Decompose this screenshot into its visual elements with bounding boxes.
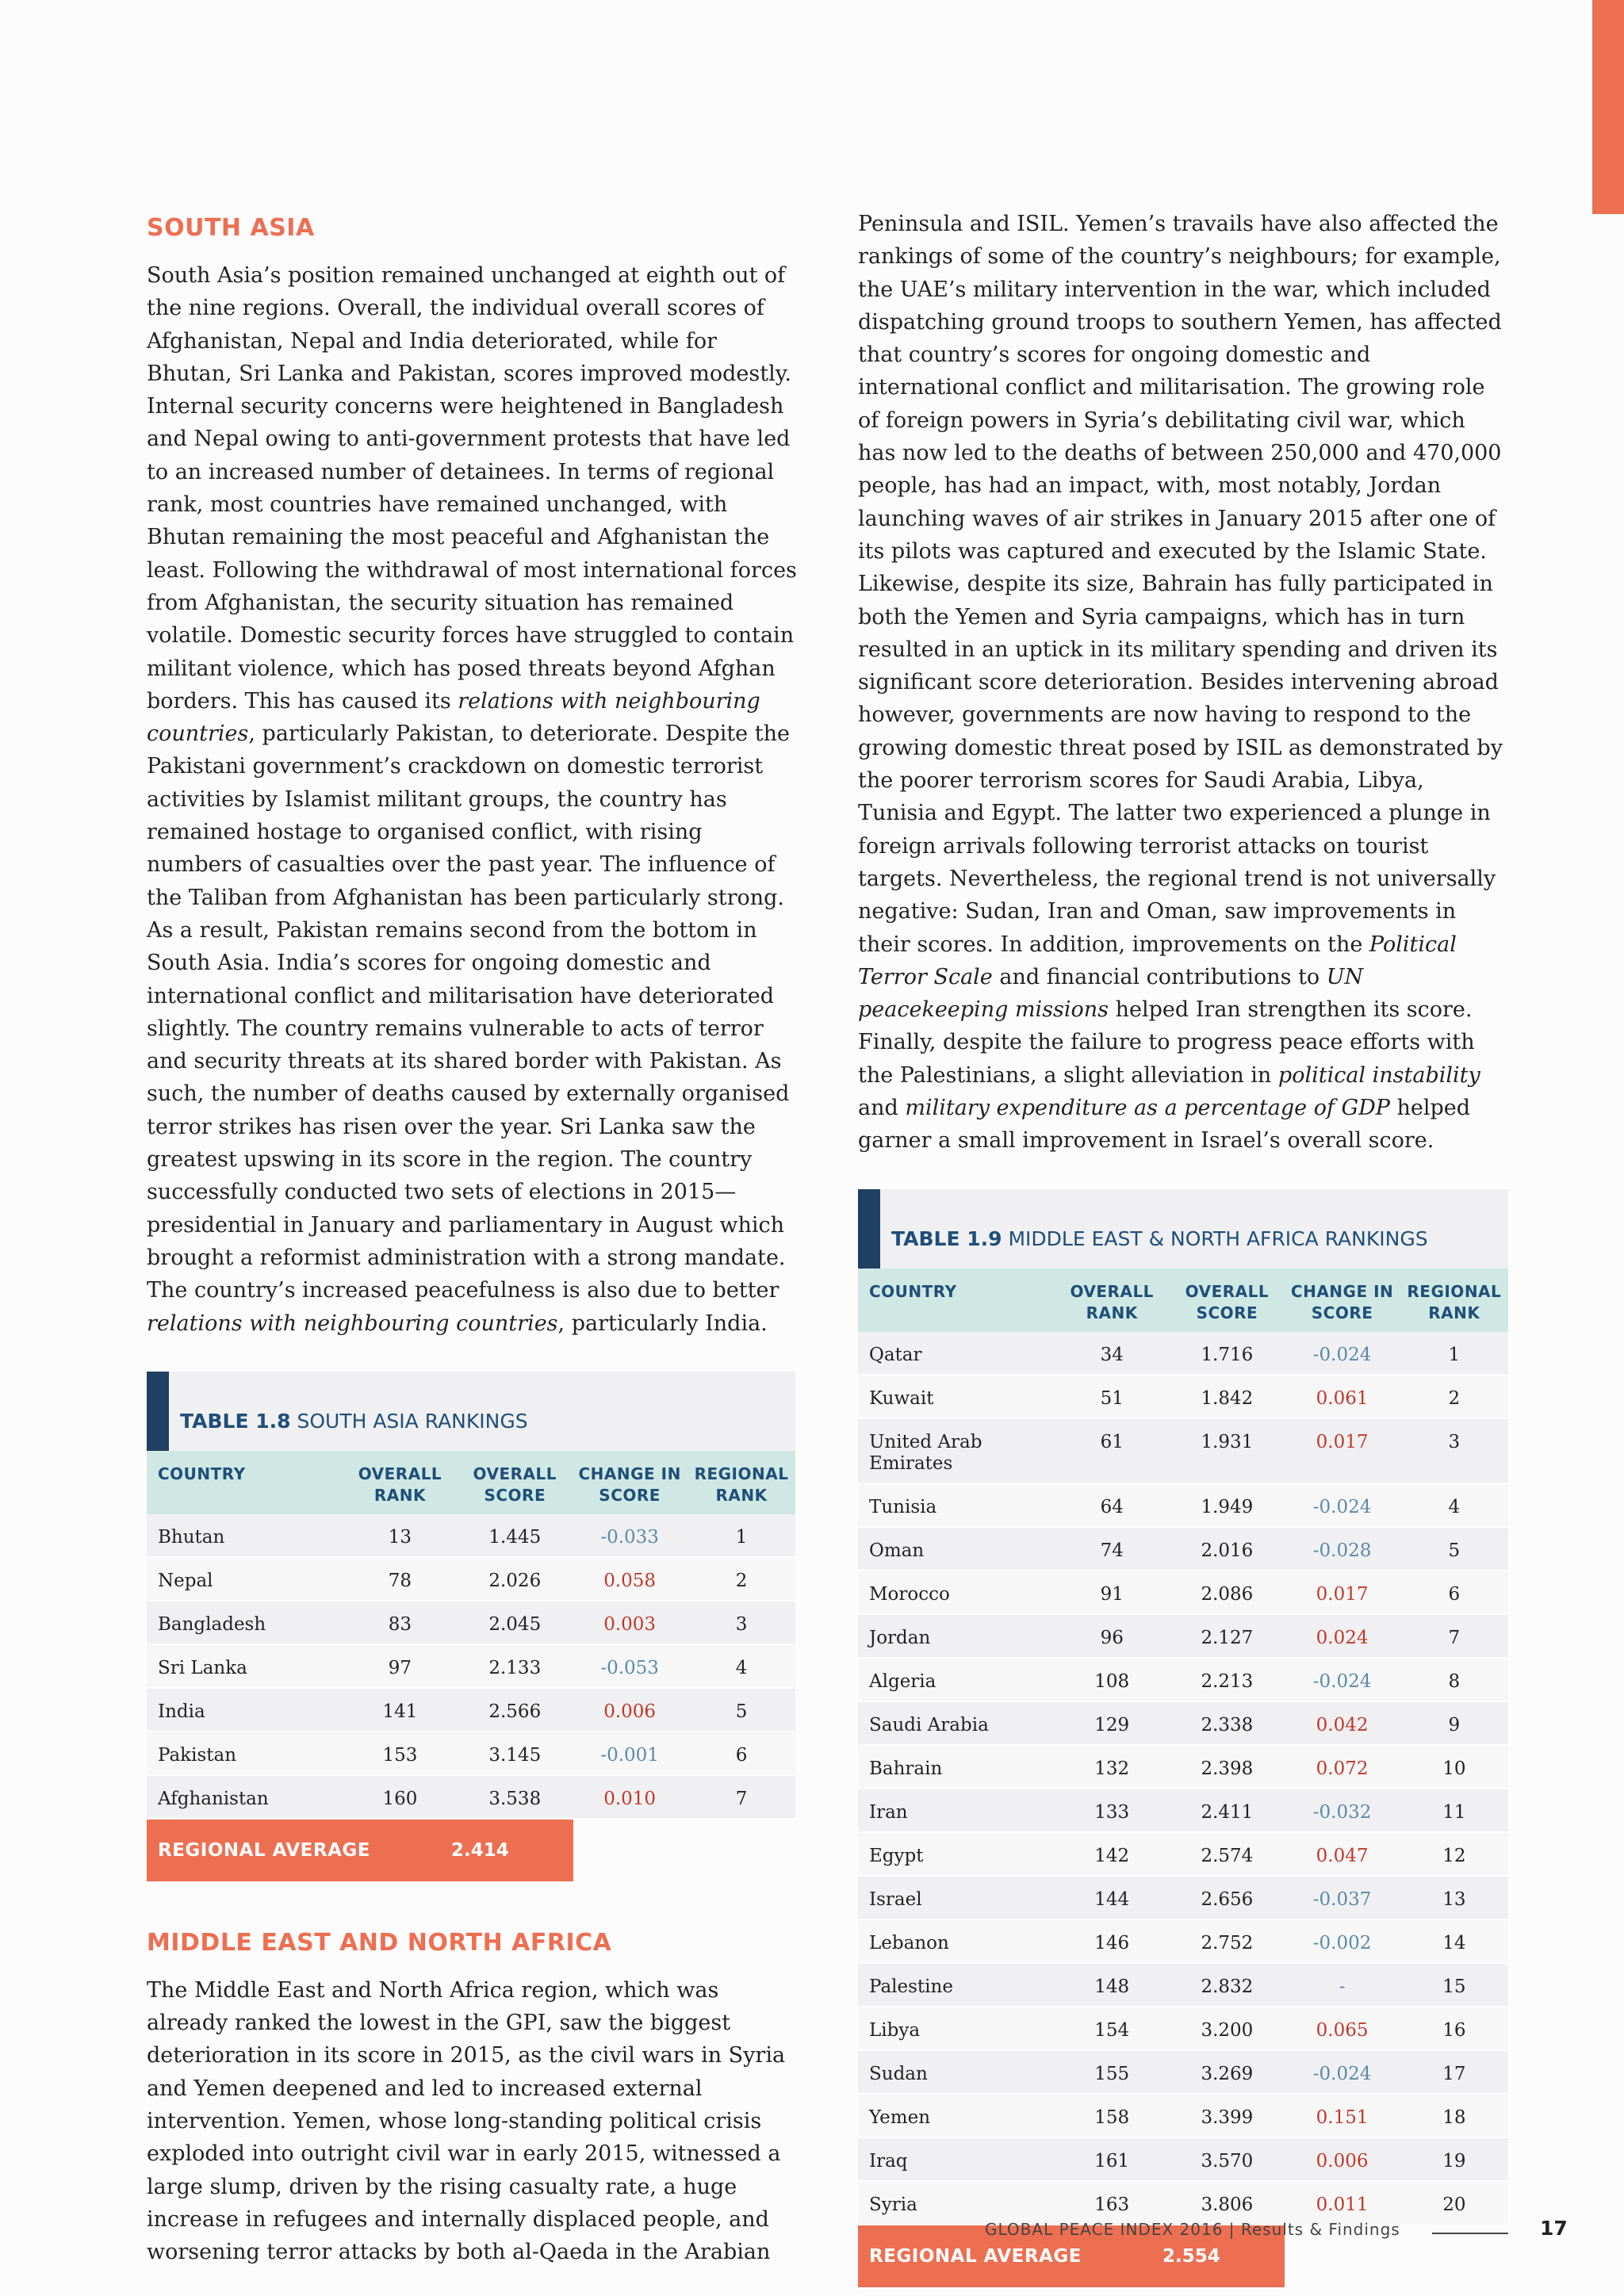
table-body [858, 1332, 1508, 2225]
cell-overall-score: 1.842 [1201, 1387, 1254, 1409]
cell-overall-score: 2.045 [488, 1613, 542, 1635]
cell-overall-score: 2.026 [488, 1570, 542, 1591]
cell-overall-score: 3.538 [488, 1788, 542, 1809]
cell-overall-rank: 13 [388, 1526, 412, 1548]
cell-overall-score: 2.832 [1201, 1976, 1254, 1997]
cell-country: Tunisia [869, 1496, 937, 1517]
cell-change: 0.017 [1316, 1431, 1369, 1452]
cell-country: Morocco [869, 1583, 950, 1605]
cell-overall-rank: 129 [1094, 1714, 1130, 1735]
cell-country: Pakistan [158, 1744, 237, 1766]
cell-change: -0.053 [600, 1657, 659, 1678]
header-country: COUNTRY [869, 1281, 957, 1301]
cell-overall-score: 3.145 [488, 1744, 542, 1766]
header-overall-rank: OVERALL RANK [358, 1464, 442, 1505]
cell-overall-score: 1.931 [1201, 1431, 1254, 1452]
table-row [858, 1484, 1508, 1528]
table-row [147, 1601, 795, 1645]
cell-change: 0.006 [1316, 2150, 1369, 2172]
cell-overall-score: 3.269 [1201, 2063, 1254, 2084]
mena-paragraph: The Middle East and North Africa region, which was already ranked the lowest in the GPI, saw the biggest deterioration in its score in 2015, as the civil wars in Syria and Yemen deepened and led to increased external intervention. Yemen, whose long-standing political crisis exploded into outright civil war in early 2015, witnessed a large slump, driven by the rising casualty rate, a huge increase in refugees and internally displaced people, and worsening terror attacks by both al-Qaeda in the Arabian [147, 1977, 786, 2265]
table-1-9 [858, 1189, 1508, 2225]
header-regional-rank: REGIONAL RANK [694, 1464, 789, 1505]
table-caption: SOUTH ASIA RANKINGS [297, 1409, 528, 1433]
text-span: and [858, 1096, 906, 1121]
cell-change: -0.024 [1312, 1496, 1372, 1517]
cell-regional-rank: 20 [1442, 2194, 1466, 2215]
cell-regional-rank: 7 [735, 1788, 748, 1809]
cell-change: 0.042 [1316, 1714, 1369, 1735]
cell-change: 0.003 [603, 1613, 657, 1635]
table-row [858, 1877, 1508, 1920]
table-header [858, 1269, 1508, 1332]
cell-regional-rank: 9 [1448, 1714, 1461, 1735]
text-span: and financial contributions to [992, 964, 1327, 989]
cell-change: 0.072 [1316, 1758, 1369, 1779]
cell-overall-rank: 133 [1094, 1801, 1130, 1823]
table-row [858, 1332, 1508, 1376]
footer-text: GLOBAL PEACE INDEX 2016 | Results & Findings [985, 2220, 1400, 2239]
header-overall-score: OVERALL SCORE [1185, 1281, 1270, 1322]
cell-country: Iran [869, 1801, 908, 1823]
cell-overall-score: 2.574 [1201, 1845, 1254, 1866]
cell-change: - [1339, 1976, 1346, 1997]
table-body [147, 1514, 795, 1820]
table-row [858, 1833, 1508, 1877]
cell-overall-rank: 163 [1094, 2194, 1130, 2215]
cell-overall-rank: 74 [1100, 1540, 1124, 1561]
cell-overall-rank: 132 [1094, 1758, 1130, 1779]
cell-country: Libya [869, 2019, 921, 2041]
cell-change: 0.024 [1316, 1627, 1369, 1648]
italic-span: UN peacekeeping missions [858, 964, 1364, 1023]
cell-country: Syria [869, 2194, 917, 2215]
cell-regional-rank: 2 [735, 1570, 748, 1591]
cell-country: Bangladesh [158, 1613, 266, 1635]
table-row [147, 1689, 795, 1732]
table-row [858, 1746, 1508, 1789]
cell-overall-rank: 96 [1100, 1627, 1124, 1648]
cell-regional-rank: 19 [1442, 2150, 1466, 2172]
header-country: COUNTRY [158, 1464, 246, 1483]
regional-average-bar [147, 1820, 573, 1881]
cell-overall-score: 2.133 [488, 1657, 542, 1678]
cell-overall-rank: 78 [388, 1570, 412, 1591]
cell-overall-rank: 160 [382, 1788, 418, 1809]
cell-overall-score: 1.445 [488, 1526, 542, 1548]
cell-regional-rank: 16 [1442, 2019, 1466, 2041]
cell-regional-rank: 17 [1442, 2063, 1466, 2084]
table-label: TABLE 1.9 [891, 1226, 1002, 1250]
table-row [147, 1732, 795, 1776]
cell-country: Iraq [869, 2150, 908, 2172]
table-row [858, 2138, 1508, 2182]
cell-change: -0.032 [1312, 1801, 1372, 1823]
cell-change: -0.024 [1312, 1344, 1372, 1365]
cell-overall-score: 3.399 [1201, 2107, 1254, 2128]
cell-change: 0.047 [1316, 1845, 1369, 1866]
table-row [858, 1419, 1508, 1484]
cell-country: Yemen [869, 2107, 931, 2128]
page-number: 17 [1540, 2217, 1568, 2240]
header-overall-score: OVERALL SCORE [473, 1464, 557, 1505]
cell-overall-rank: 148 [1094, 1976, 1130, 1997]
cell-change: 0.006 [603, 1701, 657, 1722]
text-span: South Asia’s position remained unchanged at eighth out of the nine regions. Overall, the individual overall scores of Afghanistan, Nepal and India deteriorated, while for Bhutan, Sri Lanka and Pakistan, scores improved modestly. Internal security concerns were heightened in Bangladesh and Nepal owing to anti-government protests that have led to an increased number of detainees. In terms of regional rank, most countries have remained unchanged, with Bhutan remaining the most peaceful and Afghanistan the least. Following the withdrawal of most international forces from Afghanistan, the security situation has remained volatile. Domestic security forces have struggled to contain militant violence, which has posed threats beyond Afghan borders. This has caused its [147, 263, 797, 714]
cell-overall-rank: 161 [1094, 2150, 1130, 2172]
cell-country: Egypt [869, 1845, 924, 1866]
cell-regional-rank: 7 [1448, 1627, 1461, 1648]
cell-change: 0.017 [1316, 1583, 1369, 1605]
cell-overall-rank: 34 [1100, 1344, 1124, 1365]
text-span: Peninsula and ISIL. Yemen’s travails have also affected the rankings of some of the country’s neighbours; for example, the UAE’s military intervention in the war, which included dispatching ground troops to southern Yemen, has affected that country’s scores for ongoing domestic and international conflict and militarisation. The growing role of foreign powers in Syria’s debilitating civil war, which has now led to the deaths of between 250,000 and 470,000 people, has had an impact, with, most notably, Jordan launching waves of air strikes in January 2015 after one of its pilots was captured and executed by the Islamic State. Likewise, despite its size, Bahrain has fully participated in both the Yemen and Syria campaigns, which has in turn resulted in an uptick in its military spending and driven its significant score deterioration. Besides intervening abroad however, governments are now having to respond to the growing domestic threat posed by ISIL as demonstrated by the poorer terrorism scores for Saudi Arabia, Libya, Tunisia and Egypt. The latter two experienced a plunge in foreign arrivals following terrorist attacks on tourist targets. Nevertheless, the regional trend is not universally negative: Sudan, Iran and Oman, saw improvements in their scores. In addition, improvements on the [858, 212, 1503, 957]
cell-country: Nepal [158, 1570, 213, 1591]
table-caption: MIDDLE EAST & NORTH AFRICA RANKINGS [1008, 1226, 1428, 1250]
cell-overall-rank: 64 [1100, 1496, 1124, 1517]
text-span: , particularly India. [557, 1311, 768, 1336]
regional-average-label: REGIONAL AVERAGE [869, 2245, 1082, 2267]
cell-overall-rank: 146 [1094, 1932, 1130, 1954]
table-header [147, 1451, 795, 1514]
cell-country: Sudan [869, 2063, 928, 2084]
cell-country: Sri Lanka [158, 1657, 247, 1678]
cell-overall-rank: 158 [1094, 2107, 1130, 2128]
cell-regional-rank: 5 [735, 1701, 748, 1722]
cell-regional-rank: 18 [1442, 2107, 1466, 2128]
table-row [858, 1964, 1508, 2007]
table-row [858, 2095, 1508, 2138]
cell-overall-rank: 97 [388, 1657, 412, 1678]
cell-overall-rank: 61 [1100, 1431, 1124, 1452]
cell-overall-rank: 154 [1094, 2019, 1130, 2041]
cell-change: -0.033 [600, 1526, 659, 1548]
title-bar [147, 1372, 169, 1451]
cell-change: -0.024 [1312, 1670, 1372, 1692]
regional-average-value: 2.554 [1162, 2245, 1220, 2267]
cell-overall-rank: 153 [382, 1744, 418, 1766]
heading-mena: MIDDLE EAST AND NORTH AFRICA [147, 1928, 612, 1957]
cell-change: 0.065 [1316, 2019, 1369, 2041]
cell-change: 0.058 [603, 1570, 657, 1591]
cell-overall-score: 3.200 [1201, 2019, 1254, 2041]
cell-change: 0.151 [1316, 2107, 1369, 2128]
text-span: helped garner a small improvement in Israel’s overall score. [858, 1096, 1471, 1154]
table-row [858, 2007, 1508, 2051]
right-column [858, 208, 1508, 2287]
table-row [147, 1776, 795, 1820]
cell-country: Oman [869, 1540, 925, 1561]
table-row [858, 1615, 1508, 1659]
cell-regional-rank: 15 [1442, 1976, 1466, 1997]
cell-regional-rank: 11 [1442, 1801, 1466, 1823]
cell-country: Bahrain [869, 1758, 943, 1779]
cell-regional-rank: 4 [735, 1657, 748, 1678]
italic-span: political instability [1277, 1062, 1480, 1088]
text-span: , particularly Pakistan, to deteriorate. Despite the Pakistani government’s crackdown on domestic terrorist activities by Islamist militant groups, the country has remained hostage to organised conflict, with rising numbers of casualties over the past year. The influence of the Taliban from Afghanistan has been particularly strong. As a result, Pakistan remains second from the bottom in South Asia. India’s scores for ongoing domestic and international conflict and militarisation have deteriorated slightly. The country remains vulnerable to acts of terror and security threats at its shared border with Pakistan. As such, the number of deaths caused by externally organised terror strikes has risen over the year. Sri Lanka saw the greatest upswing in its score in the region. The country successfully conducted two sets of elections in 2015—presidential in January and parliamentary in August which brought a reformist administration with a strong mandate. The country’s increased peacefulness is also due to better [147, 721, 790, 1303]
cell-overall-score: 2.127 [1201, 1627, 1254, 1648]
cell-country: Algeria [869, 1670, 936, 1692]
cell-regional-rank: 5 [1448, 1540, 1461, 1561]
table-label: TABLE 1.8 [180, 1409, 291, 1433]
table-row [858, 1528, 1508, 1571]
header-overall-rank: OVERALL RANK [1070, 1281, 1154, 1322]
table-row [858, 2182, 1508, 2225]
cell-regional-rank: 14 [1442, 1932, 1466, 1954]
cell-overall-score: 1.716 [1201, 1344, 1254, 1365]
cell-overall-score: 2.213 [1201, 1670, 1254, 1692]
italic-span: Political Terror Scale [858, 932, 1457, 989]
table-row [858, 2051, 1508, 2095]
cell-regional-rank: 3 [735, 1613, 748, 1635]
cell-regional-rank: 4 [1448, 1496, 1461, 1517]
cell-overall-score: 2.016 [1201, 1540, 1254, 1561]
cell-regional-rank: 1 [1448, 1344, 1461, 1365]
table-row [858, 1659, 1508, 1702]
cell-regional-rank: 13 [1442, 1888, 1466, 1910]
table-row [147, 1645, 795, 1689]
cell-change: -0.028 [1312, 1540, 1372, 1561]
cell-country: Israel [869, 1888, 922, 1910]
section-tab-marker [1592, 0, 1624, 214]
cell-overall-score: 2.566 [488, 1701, 542, 1722]
regional-average-value: 2.414 [451, 1839, 509, 1861]
italic-span: relations with neighbouring countries [147, 688, 760, 747]
cell-country: United Arab Emirates [869, 1431, 982, 1474]
cell-overall-score: 1.949 [1201, 1496, 1254, 1517]
cell-change: 0.061 [1316, 1387, 1369, 1409]
cell-country: Qatar [869, 1344, 922, 1365]
cell-overall-score: 2.411 [1201, 1801, 1254, 1823]
cell-overall-rank: 141 [382, 1701, 418, 1722]
cell-overall-score: 2.086 [1201, 1583, 1254, 1605]
cell-regional-rank: 1 [735, 1526, 748, 1548]
cell-change: -0.024 [1312, 2063, 1372, 2084]
cell-overall-rank: 144 [1094, 1888, 1130, 1910]
cell-overall-rank: 142 [1094, 1845, 1130, 1866]
cell-country: Kuwait [869, 1387, 934, 1409]
cell-regional-rank: 3 [1448, 1431, 1461, 1452]
table-row [858, 1376, 1508, 1419]
cell-regional-rank: 6 [1448, 1583, 1461, 1605]
cell-overall-rank: 51 [1100, 1387, 1124, 1409]
cell-overall-score: 2.398 [1201, 1758, 1254, 1779]
cell-country: Afghanistan [158, 1788, 269, 1809]
cell-change: -0.001 [600, 1744, 659, 1766]
italic-span: military expenditure as a percentage of GDP [905, 1096, 1390, 1121]
cell-change: 0.011 [1316, 2194, 1369, 2215]
cell-regional-rank: 8 [1448, 1670, 1461, 1692]
cell-overall-rank: 155 [1094, 2063, 1130, 2084]
regional-average-label: REGIONAL AVERAGE [158, 1839, 370, 1861]
cell-regional-rank: 2 [1448, 1387, 1461, 1409]
header-change: CHANGE IN SCORE [578, 1464, 681, 1505]
cell-overall-rank: 108 [1094, 1670, 1130, 1692]
header-change: CHANGE IN SCORE [1290, 1281, 1394, 1322]
cell-country: Palestine [869, 1976, 953, 1997]
cell-overall-score: 2.656 [1201, 1888, 1254, 1910]
cell-country: Saudi Arabia [869, 1714, 989, 1735]
table-title [147, 1372, 795, 1451]
title-bar [858, 1189, 880, 1269]
cell-regional-rank: 10 [1442, 1758, 1466, 1779]
south-asia-paragraph [147, 259, 799, 1340]
table-row [147, 1558, 795, 1601]
footer-rule [1432, 2233, 1508, 2234]
table-row [858, 1920, 1508, 1964]
text-span: helped Iran strengthen its score. Finally, despite the failure to progress peace efforts with the Palestinians, a slight alleviation in [858, 997, 1475, 1088]
cell-change: -0.002 [1312, 1932, 1372, 1954]
cell-country: Jordan [869, 1627, 931, 1648]
table-title [858, 1189, 1508, 1269]
cell-overall-rank: 83 [388, 1613, 412, 1635]
cell-change: 0.010 [603, 1788, 657, 1809]
cell-overall-score: 3.806 [1201, 2194, 1254, 2215]
table-row [147, 1514, 795, 1558]
cell-overall-score: 2.752 [1201, 1932, 1254, 1954]
mena-continued-paragraph [858, 208, 1508, 1158]
table-row [858, 1571, 1508, 1615]
cell-regional-rank: 12 [1442, 1845, 1466, 1866]
cell-country: India [158, 1701, 205, 1722]
italic-span: relations with neighbouring countries [147, 1311, 558, 1336]
cell-overall-rank: 91 [1100, 1583, 1124, 1605]
table-row [858, 1789, 1508, 1833]
header-regional-rank: REGIONAL RANK [1407, 1281, 1502, 1322]
cell-change: -0.037 [1312, 1888, 1372, 1910]
cell-country: Lebanon [869, 1932, 949, 1954]
cell-regional-rank: 6 [735, 1744, 748, 1766]
table-row [858, 1702, 1508, 1746]
cell-country: Bhutan [158, 1526, 225, 1548]
left-column [147, 208, 799, 2268]
heading-south-asia: SOUTH ASIA [147, 214, 315, 242]
table-1-8 [147, 1372, 795, 1820]
cell-overall-score: 3.570 [1201, 2150, 1254, 2172]
cell-overall-score: 2.338 [1201, 1714, 1254, 1735]
